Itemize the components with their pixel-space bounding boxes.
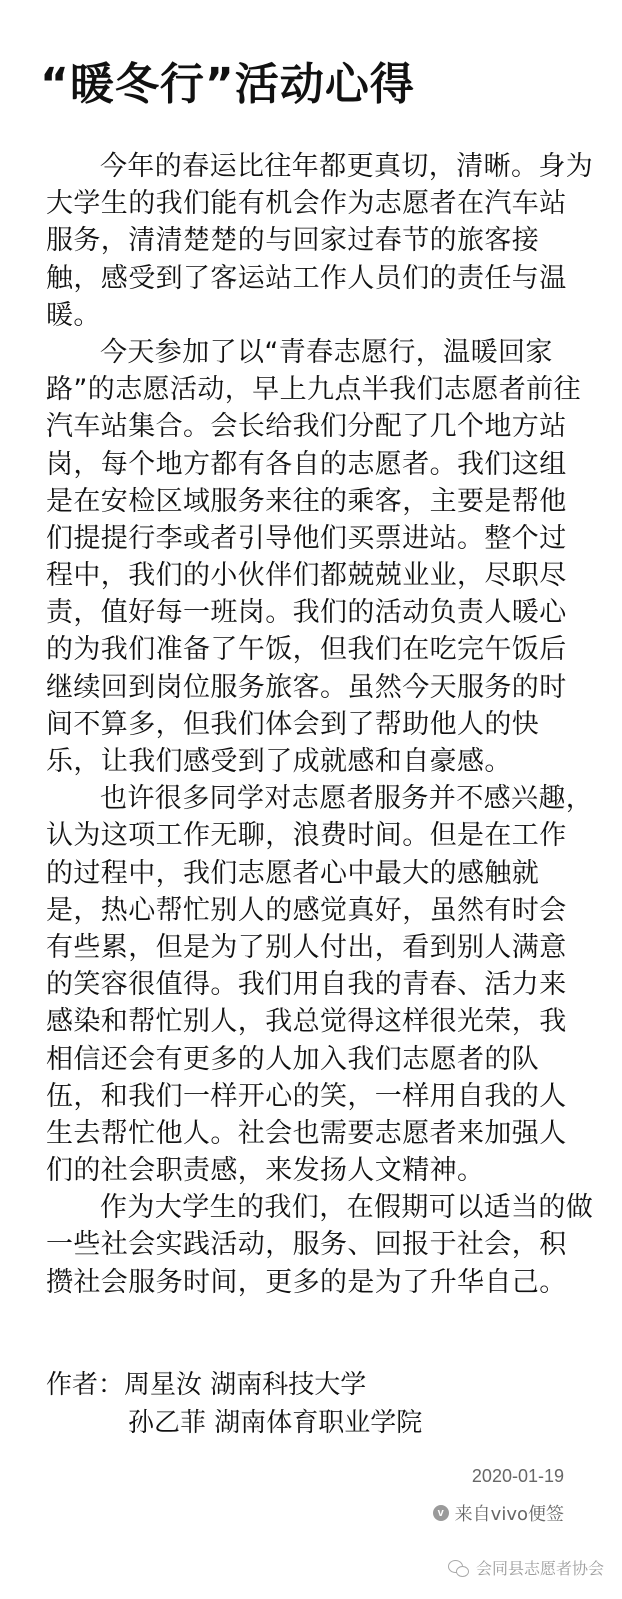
body-line: 的过程中，我们志愿者心中最大的感触就 — [46, 857, 540, 889]
body-line: 伍，和我们一样开心的笑，一样用自我的人 — [46, 1080, 567, 1112]
body-line: 一些社会实践活动，服务、回报于社会，积 — [46, 1229, 567, 1261]
body-line: 也许很多同学对志愿者服务并不感兴趣， — [100, 783, 594, 815]
body-line: 路”的志愿活动，早上九点半我们志愿者前往 — [46, 374, 581, 406]
body-line: 的笑容很值得。我们用自我的青春、活力来 — [46, 969, 567, 1001]
body-line: 是在安检区域服务来往的乘客，主要是帮他 — [46, 485, 567, 517]
body-line: 相信还会有更多的人加入我们志愿者的队 — [46, 1043, 540, 1075]
author-line-2 — [46, 1404, 586, 1442]
body-line: 攒社会服务时间，更多的是为了升华自己。 — [46, 1266, 567, 1298]
vivo-icon: v — [433, 1505, 449, 1521]
author-2: 孙乙菲 湖南体育职业学院 — [128, 1408, 423, 1438]
body-line: 乐，让我们感受到了成就感和自豪感。 — [46, 746, 512, 777]
body-line: 汽车站集合。会长给我们分配了几个地方站 — [46, 411, 567, 443]
watermark — [448, 1556, 604, 1579]
body-line: 有些累，但是为了别人付出，看到别人满意 — [46, 931, 567, 963]
body-line: 间不算多，但我们体会到了帮助他人的快 — [46, 708, 540, 740]
author-1: 周星汝 湖南科技大学 — [124, 1370, 367, 1400]
body-line: 责，值好每一班岗。我们的活动负责人暖心 — [46, 597, 567, 629]
watermark-text: 会同县志愿者协会 — [475, 1559, 604, 1578]
note-source — [433, 1500, 564, 1526]
note-date: 2020-01-19 — [471, 1466, 564, 1486]
body-line: 程中，我们的小伙伴们都兢兢业业，尽职尽 — [46, 560, 567, 592]
author-line-1 — [46, 1366, 586, 1404]
wechat-icon — [448, 1559, 470, 1577]
body-line: 生去帮忙他人。社会也需要志愿者来加强人 — [46, 1117, 567, 1149]
body-line: 作为大学生的我们，在假期可以适当的做 — [100, 1192, 594, 1224]
body-line: 岗，每个地方都有各自的志愿者。我们这组 — [46, 448, 567, 480]
body-line: 认为这项工作无聊，浪费时间。但是在工作 — [46, 820, 567, 852]
article-body — [46, 148, 594, 1301]
body-line: 们的社会职责感，来发扬人文精神。 — [46, 1155, 485, 1187]
body-line: 暖。 — [46, 299, 101, 331]
source-text: 来自vivo便签 — [454, 1504, 564, 1525]
body-line: 今年的春运比往年都更真切，清晰。身为 — [100, 151, 594, 182]
body-line: 是，热心帮忙别人的感觉真好，虽然有时会 — [46, 894, 567, 926]
body-line: 的为我们准备了午饭，但我们在吃完午饭后 — [46, 634, 567, 666]
article-title: “暖冬行”活动心得 — [40, 59, 415, 110]
body-line: 继续回到岗位服务旅客。虽然今天服务的时 — [46, 671, 567, 703]
body-line: 感染和帮忙别人，我总觉得这样很光荣，我 — [46, 1006, 567, 1038]
author-block — [46, 1366, 586, 1442]
author-label: 作者： — [46, 1370, 125, 1400]
body-line: 大学生的我们能有机会作为志愿者在汽车站 — [46, 188, 567, 220]
body-line: 今天参加了以“青春志愿行，温暖回家 — [100, 336, 553, 368]
body-line: 们提提行李或者引导他们买票进站。整个过 — [46, 522, 567, 554]
body-line: 触，感受到了客运站工作人员们的责任与温 — [46, 262, 567, 294]
body-line: 服务，清清楚楚的与回家过春节的旅客接 — [46, 225, 540, 257]
